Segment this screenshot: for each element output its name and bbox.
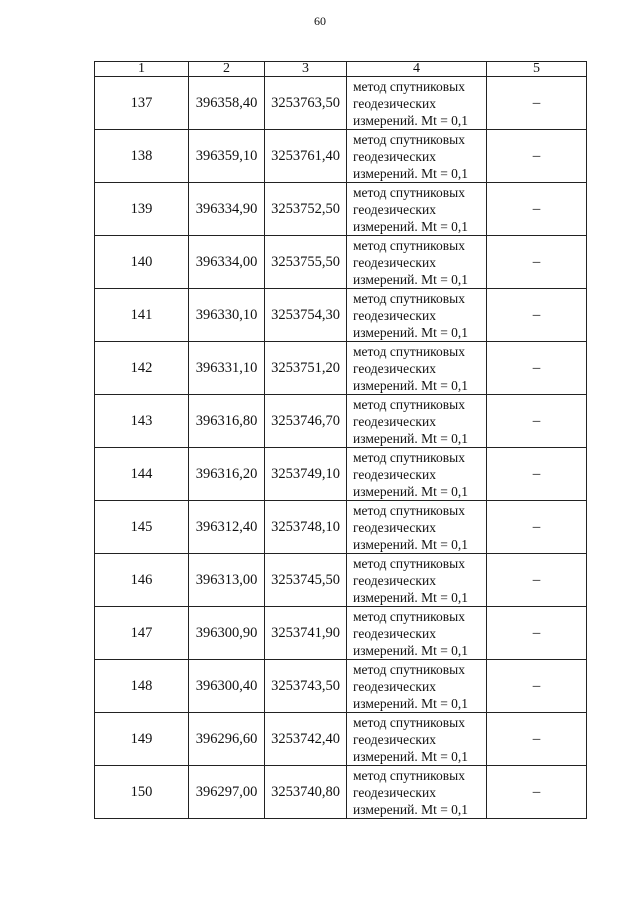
- y-coordinate-cell: 3253751,20: [265, 342, 347, 395]
- method-line-1: метод спутниковых: [353, 661, 465, 677]
- x-coordinate-cell: 396300,40: [189, 660, 265, 713]
- method-cell: [347, 607, 487, 660]
- x-coordinate-cell: 396359,10: [189, 130, 265, 183]
- note-cell: –: [487, 77, 587, 130]
- table-row: [95, 342, 587, 395]
- method-cell: [347, 448, 487, 501]
- note-cell: –: [487, 130, 587, 183]
- point-number-cell: 137: [95, 77, 189, 130]
- method-cell: [347, 77, 487, 130]
- method-line-3: измерений. Mt = 0,1: [353, 483, 469, 499]
- x-coordinate-cell: 396297,00: [189, 766, 265, 819]
- point-number-cell: 143: [95, 395, 189, 448]
- method-line-3: измерений. Mt = 0,1: [353, 748, 469, 764]
- method-cell: [347, 236, 487, 289]
- point-number-cell: 147: [95, 607, 189, 660]
- method-line-1: метод спутниковых: [353, 131, 465, 147]
- method-line-3: измерений. Mt = 0,1: [353, 377, 469, 393]
- table-row: [95, 395, 587, 448]
- note-cell: –: [487, 289, 587, 342]
- method-line-1: метод спутниковых: [353, 343, 465, 359]
- header-col-1: 1: [95, 62, 189, 77]
- point-number-cell: 138: [95, 130, 189, 183]
- method-cell: [347, 342, 487, 395]
- method-line-1: метод спутниковых: [353, 78, 465, 94]
- method-line-2: геодезических: [353, 519, 436, 535]
- page-number: 60: [314, 14, 326, 28]
- y-coordinate-cell: 3253746,70: [265, 395, 347, 448]
- method-line-1: метод спутниковых: [353, 184, 465, 200]
- header-col-3: 3: [265, 62, 347, 77]
- method-line-1: метод спутниковых: [353, 608, 465, 624]
- method-cell: [347, 289, 487, 342]
- point-number-cell: 145: [95, 501, 189, 554]
- x-coordinate-cell: 396316,80: [189, 395, 265, 448]
- method-line-2: геодезических: [353, 95, 436, 111]
- method-line-2: геодезических: [353, 731, 436, 747]
- method-line-1: метод спутниковых: [353, 449, 465, 465]
- x-coordinate-cell: 396330,10: [189, 289, 265, 342]
- method-cell: [347, 713, 487, 766]
- note-cell: –: [487, 395, 587, 448]
- method-line-3: измерений. Mt = 0,1: [353, 589, 469, 605]
- x-coordinate-cell: 396313,00: [189, 554, 265, 607]
- y-coordinate-cell: 3253743,50: [265, 660, 347, 713]
- method-cell: [347, 660, 487, 713]
- method-line-2: геодезических: [353, 148, 436, 164]
- table-row: [95, 607, 587, 660]
- method-line-2: геодезических: [353, 413, 436, 429]
- note-cell: –: [487, 554, 587, 607]
- y-coordinate-cell: 3253755,50: [265, 236, 347, 289]
- method-line-1: метод спутниковых: [353, 290, 465, 306]
- header-col-4: 4: [347, 62, 487, 77]
- method-cell: [347, 395, 487, 448]
- method-line-3: измерений. Mt = 0,1: [353, 642, 469, 658]
- point-number-cell: 146: [95, 554, 189, 607]
- y-coordinate-cell: 3253754,30: [265, 289, 347, 342]
- note-cell: –: [487, 713, 587, 766]
- method-line-1: метод спутниковых: [353, 714, 465, 730]
- method-line-1: метод спутниковых: [353, 237, 465, 253]
- x-coordinate-cell: 396312,40: [189, 501, 265, 554]
- method-line-2: геодезических: [353, 307, 436, 323]
- note-cell: –: [487, 660, 587, 713]
- y-coordinate-cell: 3253752,50: [265, 183, 347, 236]
- table-row: [95, 183, 587, 236]
- point-number-cell: 149: [95, 713, 189, 766]
- x-coordinate-cell: 396296,60: [189, 713, 265, 766]
- note-cell: –: [487, 183, 587, 236]
- method-line-2: геодезических: [353, 254, 436, 270]
- method-line-2: геодезических: [353, 572, 436, 588]
- x-coordinate-cell: 396316,20: [189, 448, 265, 501]
- method-line-1: метод спутниковых: [353, 767, 465, 783]
- method-line-2: геодезических: [353, 360, 436, 376]
- method-line-2: геодезических: [353, 201, 436, 217]
- point-number-cell: 141: [95, 289, 189, 342]
- x-coordinate-cell: 396334,00: [189, 236, 265, 289]
- x-coordinate-cell: 396334,90: [189, 183, 265, 236]
- table-row: [95, 77, 587, 130]
- table-row: [95, 713, 587, 766]
- method-line-3: измерений. Mt = 0,1: [353, 536, 469, 552]
- point-number-cell: 142: [95, 342, 189, 395]
- point-number-cell: 140: [95, 236, 189, 289]
- method-line-3: измерений. Mt = 0,1: [353, 430, 469, 446]
- y-coordinate-cell: 3253763,50: [265, 77, 347, 130]
- header-col-5: 5: [487, 62, 587, 77]
- point-number-cell: 139: [95, 183, 189, 236]
- x-coordinate-cell: 396300,90: [189, 607, 265, 660]
- y-coordinate-cell: 3253761,40: [265, 130, 347, 183]
- table-row: [95, 501, 587, 554]
- y-coordinate-cell: 3253740,80: [265, 766, 347, 819]
- y-coordinate-cell: 3253748,10: [265, 501, 347, 554]
- point-number-cell: 148: [95, 660, 189, 713]
- point-number-cell: 150: [95, 766, 189, 819]
- table-body: [95, 77, 587, 819]
- y-coordinate-cell: 3253745,50: [265, 554, 347, 607]
- table-header-row: [95, 62, 587, 77]
- method-line-3: измерений. Mt = 0,1: [353, 271, 469, 287]
- table-row: [95, 130, 587, 183]
- method-line-2: геодезических: [353, 678, 436, 694]
- method-line-1: метод спутниковых: [353, 396, 465, 412]
- method-line-3: измерений. Mt = 0,1: [353, 218, 469, 234]
- method-cell: [347, 766, 487, 819]
- method-line-1: метод спутниковых: [353, 555, 465, 571]
- table-row: [95, 554, 587, 607]
- note-cell: –: [487, 448, 587, 501]
- method-cell: [347, 501, 487, 554]
- note-cell: –: [487, 607, 587, 660]
- note-cell: –: [487, 766, 587, 819]
- note-cell: –: [487, 501, 587, 554]
- method-line-2: геодезических: [353, 625, 436, 641]
- note-cell: –: [487, 236, 587, 289]
- method-line-1: метод спутниковых: [353, 502, 465, 518]
- method-line-2: геодезических: [353, 466, 436, 482]
- method-cell: [347, 554, 487, 607]
- table-row: [95, 289, 587, 342]
- point-number-cell: 144: [95, 448, 189, 501]
- method-line-3: измерений. Mt = 0,1: [353, 695, 469, 711]
- coordinates-table: [94, 61, 587, 819]
- method-line-3: измерений. Mt = 0,1: [353, 112, 469, 128]
- header-col-2: 2: [189, 62, 265, 77]
- method-line-3: измерений. Mt = 0,1: [353, 801, 469, 817]
- method-line-3: измерений. Mt = 0,1: [353, 165, 469, 181]
- method-cell: [347, 130, 487, 183]
- y-coordinate-cell: 3253742,40: [265, 713, 347, 766]
- table-row: [95, 448, 587, 501]
- x-coordinate-cell: 396358,40: [189, 77, 265, 130]
- table-row: [95, 660, 587, 713]
- method-cell: [347, 183, 487, 236]
- y-coordinate-cell: 3253749,10: [265, 448, 347, 501]
- y-coordinate-cell: 3253741,90: [265, 607, 347, 660]
- x-coordinate-cell: 396331,10: [189, 342, 265, 395]
- table-row: [95, 766, 587, 819]
- table-row: [95, 236, 587, 289]
- method-line-3: измерений. Mt = 0,1: [353, 324, 469, 340]
- method-line-2: геодезических: [353, 784, 436, 800]
- note-cell: –: [487, 342, 587, 395]
